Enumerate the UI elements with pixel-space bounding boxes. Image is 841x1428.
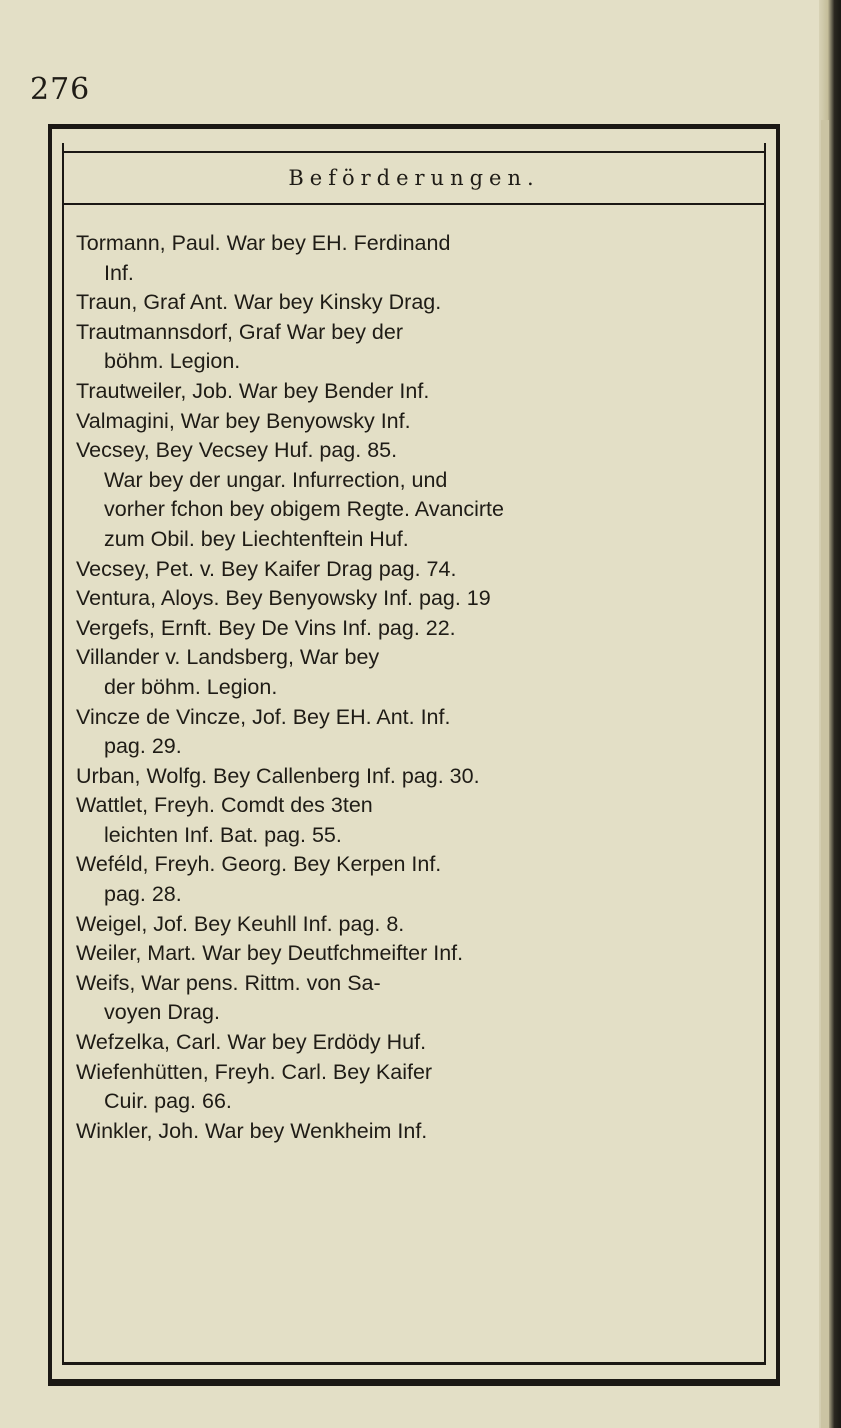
entry-name-line: Vecsey, Pet. v. Bey Kaifer Drag pag. 74. xyxy=(76,556,457,581)
page-edge xyxy=(819,0,841,1428)
entry-name-line: Valmagini, War bey Benyowsky Inf. xyxy=(76,408,411,433)
entry-list xyxy=(76,229,754,1146)
list-item xyxy=(76,850,754,909)
entry-name-line: Villander v. Landsberg, War bey xyxy=(76,645,380,670)
list-item xyxy=(76,1028,754,1058)
list-item xyxy=(76,614,754,644)
list-item xyxy=(76,910,754,940)
list-item xyxy=(76,555,754,585)
entry-name-line: Urban, Wolfg. Bey Callenberg Inf. pag. 30. xyxy=(76,763,480,788)
list-item xyxy=(76,377,754,407)
list-item xyxy=(76,318,754,377)
list-item xyxy=(76,703,754,762)
page-number: 276 xyxy=(30,72,91,107)
entry-continuation-line: pag. 28. xyxy=(104,882,182,907)
entry-continuation-line: voyen Drag. xyxy=(104,1000,220,1025)
entry-continuation-line: War bey der ungar. Infurrection, und xyxy=(104,467,448,492)
entry-name-line: Trautmannsdorf, Graf War bey der xyxy=(76,319,403,344)
entry-name-line: Weféld, Freyh. Georg. Bey Kerpen Inf. xyxy=(76,852,442,877)
entry-continuation-line: der böhm. Legion. xyxy=(104,674,278,699)
entry-continuation-line: Cuir. pag. 66. xyxy=(104,1089,232,1114)
table-frame xyxy=(48,124,780,1386)
list-item xyxy=(76,436,754,554)
entry-continuation-line: Inf. xyxy=(104,260,134,285)
list-item xyxy=(76,1058,754,1117)
entry-continuation-line: vorher fchon bey obigem Regte. Avancirte xyxy=(104,497,504,522)
list-item xyxy=(76,939,754,969)
entry-continuation-line: böhm. Legion. xyxy=(104,349,241,374)
list-item xyxy=(76,791,754,850)
list-item xyxy=(76,288,754,318)
entry-name-line: Wefzelka, Carl. War bey Erdödy Huf. xyxy=(76,1030,427,1055)
list-item xyxy=(76,229,754,288)
list-item xyxy=(76,969,754,1028)
list-item xyxy=(76,643,754,702)
entry-name-line: Weigel, Jof. Bey Keuhll Inf. pag. 8. xyxy=(76,911,405,936)
entry-name-line: Winkler, Joh. War bey Wenkheim Inf. xyxy=(76,1118,428,1143)
entry-name-line: Ventura, Aloys. Bey Benyowsky Inf. pag. 19 xyxy=(76,586,491,611)
section-title: Beförderungen. xyxy=(64,151,764,205)
list-item xyxy=(76,407,754,437)
entry-continuation-line: zum Obil. bey Liechtenftein Huf. xyxy=(104,526,409,551)
inner-frame xyxy=(62,143,766,1365)
list-item xyxy=(76,584,754,614)
entry-name-line: Vecsey, Bey Vecsey Huf. pag. 85. xyxy=(76,438,398,463)
entry-name-line: Wattlet, Freyh. Comdt des 3ten xyxy=(76,793,373,818)
list-item xyxy=(76,762,754,792)
entry-name-line: Vergefs, Ernft. Bey De Vins Inf. pag. 22. xyxy=(76,615,456,640)
entry-name-line: Trautweiler, Job. War bey Bender Inf. xyxy=(76,378,430,403)
list-item xyxy=(76,1117,754,1147)
entry-continuation-line: leichten Inf. Bat. pag. 55. xyxy=(104,822,342,847)
entry-continuation-line: pag. 29. xyxy=(104,734,182,759)
entry-name-line: Vincze de Vincze, Jof. Bey EH. Ant. Inf. xyxy=(76,704,451,729)
entry-name-line: Traun, Graf Ant. War bey Kinsky Drag. xyxy=(76,290,442,315)
entry-name-line: Tormann, Paul. War bey EH. Ferdinand xyxy=(76,231,451,255)
entry-name-line: Wiefenhütten, Freyh. Carl. Bey Kaifer xyxy=(76,1059,433,1084)
entry-name-line: Weifs, War pens. Rittm. von Sa- xyxy=(76,970,381,995)
entry-name-line: Weiler, Mart. War bey Deutfchmeifter Inf. xyxy=(76,941,464,966)
